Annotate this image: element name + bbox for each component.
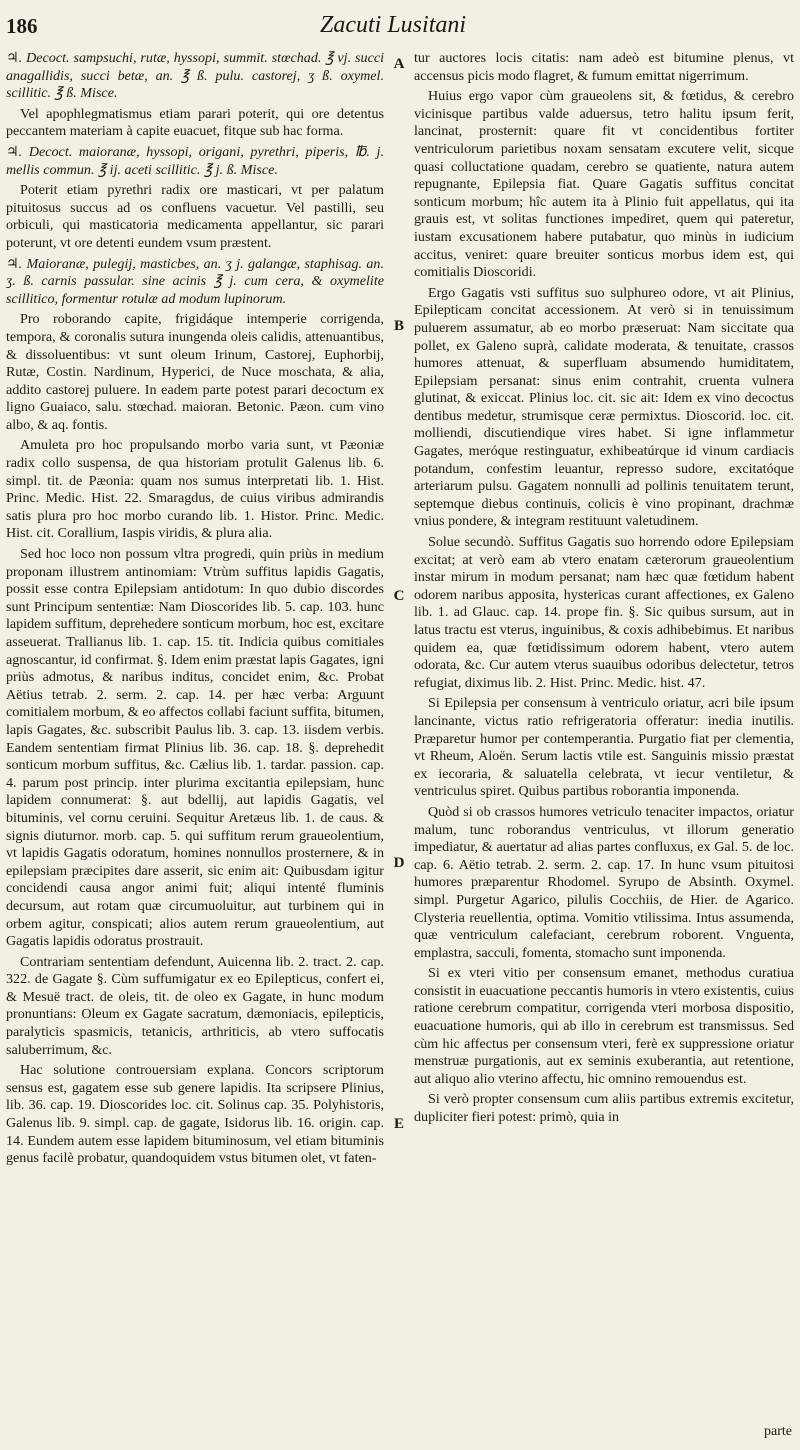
page-number: 186 [6, 14, 38, 38]
text-paragraph: Sed hoc loco non possum vltra progredi, quin priùs in medium proponam illustrem antinomiam: Vtrùm suffitus lapidis Gagatis, possit esse contra Epilepsiam antidotum: In quo dubio discordes sunt Principum sententiæ: Nam Dioscorides lib. 5. cap. 103. hunc lapidem suffitum, deprehedere sonticum morbum, hoc est, excitare asseuerat. Trallianus lib. 1. cap. 15. tit. Indicia quibus comitiales agnoscantur, id confirmat. §. Idem enim præstat lapis Gagates, igni priùs admotus, & naribus inditus, concidet enim, &c. Probat Aëtius tetrab. 2. serm. 2. cap. 14. per hæc verba: Arguunt comitialem morbum, & eo affectos collabi faciunt suffita, bitumen, lapis Gagates, &c. subscribit Paulus lib. 3. cap. 13. iisdem verbis. Eandem sententiam firmat Plinius lib. 36. cap. 18. §. deprehedit sonticum morbum suffitus, &c. Cælius lib. 1. tardar. passion. cap. 4. parum post princip. inter plurima excitantia epilepsiam, hunc lapidem connumerat: §. aut bdellij, aut lapidis Gagatis, vel bituminis, vel cornu ceruini. Sequitur Aretæus lib. 1. de caus. & signis diuturnor. morb. cap. 5. qui suffitum rerum graueolentium, vt lapidis Gagatis odoratum, homines nonnullos prosternere, & in epilepsiam præcipites dare asserit, sic enim ait: Quibusdam igitur concidendi causa angor animi fuit; aliqui intenté fluminis decursum, aut rotam quæ circumuoluitur, aut turbinem qui in orbem agitur, conspicati; alios autem rerum graueolentium, aut Gagatis lapidis odoratus prostrauit. [6, 546, 384, 950]
text-paragraph: Vel apophlegmatismus etiam parari poterit, qui ore detentus peccantem materiam à capite euacuet, fitque sub hac forma. [6, 105, 384, 140]
recipe-paragraph: ♃. Decoct. maioranæ, hyssopi, origani, pyrethri, piperis, ℔. j. mellis commun. ℥ ij. aceti scillitic. ℥ j. ß. Misce. [6, 143, 384, 178]
catchword: parte [764, 1424, 792, 1439]
text-paragraph: Contrariam sententiam defendunt, Auicenna lib. 2. tract. 2. cap. 322. de Gagate §. Cùm suffumigatur ex eo Epilepticus, confert ei, & Mesuë tract. de oleis, tit. de oleo ex Gagate, in hunc modum pronuntians: Oleum ex Gagate sacratum, dæmoniacis, epilepticis, paralyticis spasmicis, tetanicis, arthriticis, ab vtero suffocatis saluberrimum, &c. [6, 953, 384, 1058]
text-paragraph: Solue secundò. Suffitus Gagatis suo horrendo odore Epilepsiam excitat; at verò eam ab vtero enatam cæterorum graueolentium instar mirum in modum persanat; nam hæc quæ fœtidum habent odorem naribus apposita, hystericas curant affectiones, ex Galeno lib. 1. ad Glauc. cap. 14. prope fin. §. Sic quibus sursum, aut in latus tractu est vterus, inguinibus, & coxis adhibebimus. Et naribus quidem ea, quæ fœtidissimum odorem habent, vtero autem odorata, &c. Cur autem vterus suauibus odoribus delectetur, tetros refugiat, diximus lib. 2. Hist. Princ. Medic. hist. 47. [414, 534, 794, 691]
text-paragraph: Ergo Gagatis vsti suffitus suo sulphureo odore, vt ait Plinius, Epilepticam concitat accessionem. At verò si in tenuissimum puluerem assumatur, ab eo morbo præseruat: Nam siccitate qua pollet, ex Galeno suprà, calidate moderata, & tenuitate, crassos humores attenuat, & superfluam absumendo humiditatem, Epilepsiam persanat: sinus enim contrahit, cruenta vulnera glutinat, & exiccat. Plinius loc. cit. sic ait: Idem ex vino decoctus dentibus medetur, strumisque ceræ permixtus. Dioscorid. loc. cit. molliendi, discutiendique vires habet. Si igne inflammetur Gagates, meróque restinguatur, exhibeatúrque id vinum cardiacis potandum, confestim leuantur, represso sudore, excitatóque arteriarum pulsu. Gagatem nonnulli ad pollinis tenuitatem terunt, septemque diebus continuis, colicis è vino propinant, drachmæ vnius pondere, & integram restituunt valetudinem. [414, 284, 794, 530]
text-paragraph: Pro roborando capite, frigidáque intemperie corrigenda, tempora, & coronalis sutura inungenda oleis calidis, attenuantibus, & dissoluentibus: vt sunt oleum Irinum, Castorej, Euphorbij, Rutæ, Costin. Nardinum, Hyperici, de Nuce moschata, & alia, addito castorej puluere. In eadem parte potest parari decoctum ex ligno Guaiaco, salu. stœchad. maioran. Betonic. Pæon. cum vino albo, & aq. fontis. [6, 311, 384, 433]
margin-letter-e: E [393, 1116, 404, 1132]
left-column [6, 50, 384, 1445]
margin-letter-a: A [393, 56, 405, 72]
recipe-paragraph: ♃. Decoct. sampsuchi, rutæ, hyssopi, summit. stœchad. ℥ vj. succi anagallidis, succi betæ, an. ℥ ß. pulu. castorej, ʒ ß. oxymel. scillitic. ℥ ß. Misce. [6, 50, 384, 102]
text-paragraph: Si ex vteri vitio per consensum emanet, methodus curatiua consistit in euacuatione peccantis humoris in vtero existentis, cuius ratione cerebrum compatitur, corrigenda vteri morbosa dispositio, euacuatione humoris, qui ab illo in cerebrum est transmissus. Sed cùm hic affectus per consensum vteri, ferè ex suppressione oriatur menstruæ purgationis, aut ex seminis exuberantia, aut retentione, aut aliquo alio vterino affectu, hic omnino remouendus est. [414, 965, 794, 1087]
recipe-paragraph: ♃. Maioranæ, pulegij, masticbes, an. ʒ j. galangæ, staphisag. an. ʒ. ß. carnis passular. sine acinis ℥ j. cum cera, & oxymelite scillitico, formentur rotulæ ad modum lupinorum. [6, 255, 384, 307]
text-paragraph: Si Epilepsia per consensum à ventriculo oriatur, acri bile ipsum lancinante, victus ratio refrigeratoria offeratur: inedia inutilis. Præparetur humor per contemperantia. Purgatio fiat per clementia, vt Rheum, Aloën. Serum lactis vtile est. Sanguinis missio præstat ex iecoraria, & saluatella celebrata, vt iecur ventiletur, & ventriculus spiret. Quibus partibus roborantia imponenda. [414, 695, 794, 800]
running-title: Zacuti Lusitani [320, 12, 467, 38]
text-paragraph: Poterit etiam pyrethri radix ore masticari, vt per palatum pituitosus succus ad os confluens vacuetur. Vel pastilli, seu orbiculi, qui masticatoria medicamenta appellantur, sic parari poterunt, vt ore detenti eundem vsum præstent. [6, 182, 384, 251]
text-paragraph: tur auctores locis citatis: nam adeò est bitumine plenus, vt accensus picis modo flagret, & fumum emittat nigerrimum. [414, 50, 794, 84]
text-paragraph: Si verò propter consensum cum aliis partibus extremis excitetur, dupliciter fieri potest: primò, quia in [414, 1091, 794, 1126]
margin-letter-d: D [393, 855, 405, 871]
margin-letter-b: B [393, 318, 404, 334]
margin-letter-c: C [393, 588, 405, 604]
page-header [0, 0, 800, 50]
text-paragraph: Hac solutione controuersiam explana. Concors scriptorum sensus est, gagatem esse sub genere lapidis. Ita scripsere Plinius, lib. 36. cap. 19. Dioscorides loc. cit. Solinus cap. 35. Polyhistoris, Galenus lib. 9. simpl. cap. de gagate, Isidorus lib. 16. origin. cap. 14. Eundem autem esse lapidem bituminosum, vel etiam bituminis genus facilè probatur, quandoquidem vstus bitumen olet, vt faten- [6, 1062, 384, 1167]
right-column [414, 50, 794, 1445]
text-paragraph: Quòd si ob crassos humores vetriculo tenaciter impactos, oriatur malum, tunc roborandus ventriculus, vt illorum generatio impediatur, & auertatur ad alias partes confluxus, ex Gal. 5. de loc. cap. 6. Aëtio tetrab. 2. serm. 2. cap. 17. In hunc vsum pituitosi humores præparentur Rhodomel. Syrupo de Absinth. Oxymel. simpl. Purgetur Agarico, pilulis Cocchiis, de Hier. de Agarico. Clysteria reuellentia, optima. Vomitio vtilissima. Intus assumenda, quæ ventriculum calefaciant, cerebrum roborent. Vnguenta, emplastra, sacculi, fomenta, stomacho sunt imponenda. [414, 803, 794, 961]
text-paragraph: Huius ergo vapor cùm graueolens sit, & fœtidus, & cerebro vicinisque partibus valde aduersus, tetro halitu ipsum ferit, lancinat, prosternit: quare fit vt concidentibus fortiter ventriculorum parietibus noxam sensatam excutere velit, sicque quasi colluctatione quadam, cerebro se quatiente, natura autem repugnante, Epilepsia fiat. Quare Gagatis suffitus concitat sonticum morbum; hîc autem ita à Plinio fuit appellatus, qui ita grauis est, vt solitas functiones impediret, quem qui pateretur, iustam excusationem habere putabatur, quo minùs in iudicium accitus, veniret: quare breuiter sonticus morbus idem est, qui comitialis Dioscoridi. [414, 88, 794, 281]
text-paragraph: Amuleta pro hoc propulsando morbo varia sunt, vt Pæoniæ radix collo suspensa, de qua historiam protulit Galenus lib. 6. simpl. tit. de Pæonia: quam nos sumus interpretati lib. 1. Hist. Princ. Medic. Hist. 22. Smaragdus, de cuius viribus admirandis satis plura pro hoc morbo curando lib. 1. Histor. Princ. Medic. Hist. cit. Corallium, Iaspis viridis, & plura alia. [6, 437, 384, 542]
